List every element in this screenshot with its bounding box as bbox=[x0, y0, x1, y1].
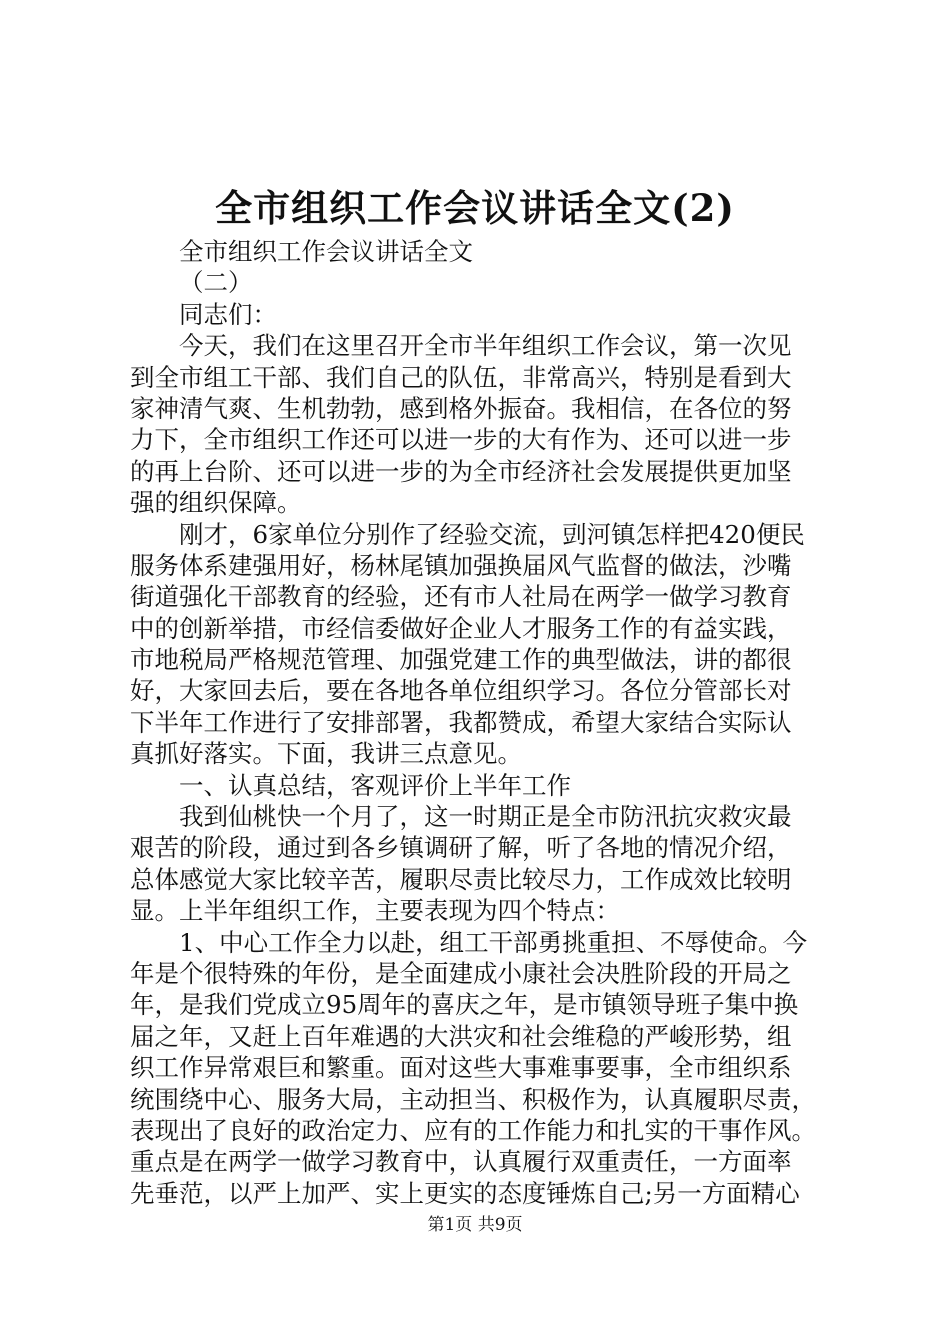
document-title: 全市组织工作会议讲话全文(2) bbox=[215, 186, 735, 230]
paragraph-line: 今天，我们在这里召开全市半年组织工作会议，第一次见 bbox=[179, 331, 792, 361]
document-body bbox=[130, 236, 838, 1209]
paragraph-line: 1、中心工作全力以赴，组工干部勇挑重担、不辱使命。今 bbox=[179, 927, 808, 957]
paragraph-line: 的再上台阶、还可以进一步的为全市经济社会发展提供更加坚 bbox=[130, 456, 792, 486]
paragraph-line: 市地税局严格规范管理、加强党建工作的典型做法，讲的都很 bbox=[130, 645, 792, 675]
paragraph-line: 家神清气爽、生机勃勃，感到格外振奋。我相信，在各位的努 bbox=[130, 393, 792, 423]
paragraph-line: 真抓好落实。下面，我讲三点意见。 bbox=[130, 739, 522, 769]
paragraph-line: 表现出了良好的政治定力、应有的工作能力和扎实的干事作风。 bbox=[130, 1115, 816, 1145]
paragraph-line: 到全市组工干部、我们自己的队伍，非常高兴，特别是看到大 bbox=[130, 362, 792, 392]
paragraph-line: 强的组织保障。 bbox=[130, 488, 302, 518]
paragraph-line: 重点是在两学一做学习教育中，认真履行双重责任，一方面率 bbox=[130, 1147, 792, 1177]
paragraph-line: 年，是我们党成立95周年的喜庆之年，是市镇领导班子集中换 bbox=[130, 990, 799, 1020]
subtitle-line: 全市组织工作会议讲话全文 bbox=[179, 237, 473, 266]
paragraph-line: 总体感觉大家比较辛苦，履职尽责比较尽力，工作成效比较明 bbox=[130, 864, 792, 894]
page-number: 第1页 共9页 bbox=[427, 1215, 523, 1235]
paragraph-line: 力下，全市组织工作还可以进一步的大有作为、还可以进一步 bbox=[130, 425, 792, 455]
paragraph-line: 年是个很特殊的年份，是全面建成小康社会决胜阶段的开局之 bbox=[130, 958, 792, 988]
paragraph-line: 统围绕中心、服务大局，主动担当、积极作为，认真履职尽责， bbox=[130, 1084, 816, 1114]
paragraph-line: 下半年工作进行了安排部署，我都赞成，希望大家结合实际认 bbox=[130, 707, 792, 737]
paragraph-line: 街道强化干部教育的经验，还有市人社局在两学一做学习教育 bbox=[130, 582, 792, 612]
paragraph-line: 显。上半年组织工作，主要表现为四个特点： bbox=[130, 896, 620, 926]
subtitle-line: （二） bbox=[179, 268, 253, 298]
paragraph-line: 中的创新举措，市经信委做好企业人才服务工作的有益实践， bbox=[130, 613, 792, 643]
paragraph-line: 好，大家回去后，要在各地各单位组织学习。各位分管部长对 bbox=[130, 676, 792, 706]
paragraph-line: 先垂范，以严上加严、实上更实的态度锤炼自己;另一方面精心 bbox=[130, 1178, 800, 1208]
paragraph-line: 织工作异常艰巨和繁重。面对这些大事难事要事，全市组织系 bbox=[130, 1053, 792, 1083]
paragraph-line: 我到仙桃快一个月了，这一时期正是全市防汛抗灾救灾最 bbox=[179, 802, 792, 832]
paragraph-line: 届之年，又赶上百年难遇的大洪灾和社会维稳的严峻形势，组 bbox=[130, 1021, 792, 1051]
paragraph-line: 服务体系建强用好，杨林尾镇加强换届风气监督的做法，沙嘴 bbox=[130, 550, 792, 580]
salutation-line: 同志们： bbox=[179, 299, 277, 329]
paragraph-line: 刚才，6家单位分别作了经验交流，剅河镇怎样把420便民 bbox=[179, 519, 805, 549]
section-heading: 一、认真总结，客观评价上半年工作 bbox=[179, 770, 571, 800]
paragraph-line: 艰苦的阶段，通过到各乡镇调研了解，听了各地的情况介绍， bbox=[130, 833, 792, 863]
